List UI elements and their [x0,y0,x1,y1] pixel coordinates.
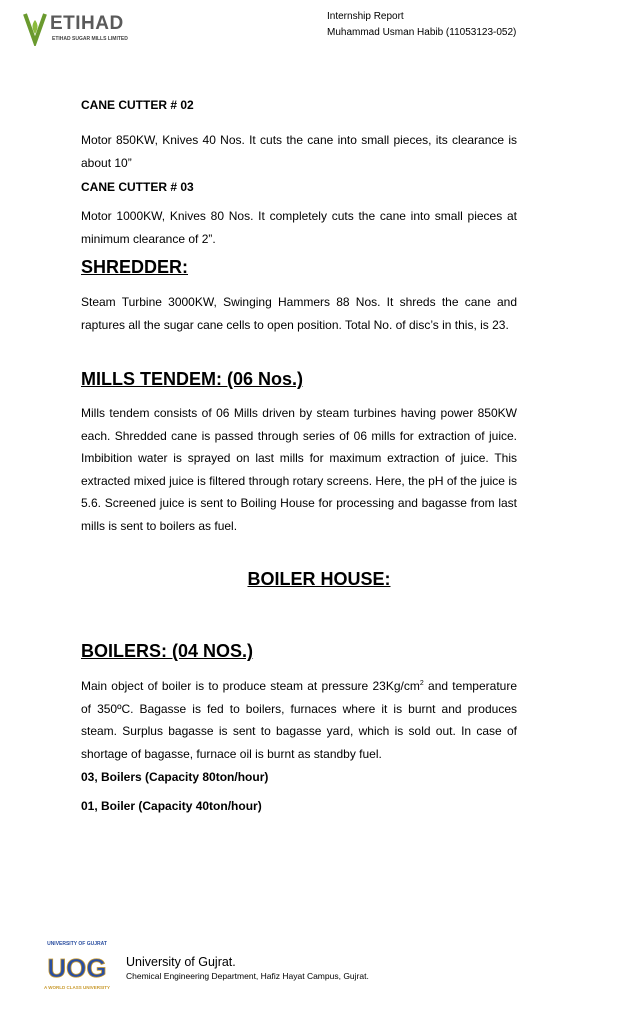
uog-logo-letters: UOG [47,953,107,983]
cane-cutter-02-heading: CANE CUTTER # 02 [81,98,194,112]
shredder-text: Steam Turbine 3000KW, Swinging Hammers 88 Nos. It shreds the cane and raptures all the sugar cane cells to open position. Total No. of disc’s in this, is 23. [81,295,517,332]
boilers-heading: BOILERS: (04 NOS.) [81,641,254,661]
mills-tendem-text: Mills tendem consists of 06 Mills driven by steam turbines having power 850KW each. Shredded cane is passed through series of 06 mills for extraction of juice. Imbibition water is sprayed on last mills for maximum extraction of juice. This extracted mixed juice is filtered through rotary screens. Here, the pH of the juice is 5.6. Screened juice is sent to Boiling House for processing and bagasse from last mills is sent to boilers as fuel. [81,406,517,533]
shredder-heading: SHREDDER: [81,257,189,277]
footer-department: Chemical Engineering Department, Hafiz Hayat Campus, Gujrat. [126,971,369,981]
logo-subtitle: ETIHAD SUGAR MILLS LIMITED [52,36,128,42]
cane-cutter-02-text: Motor 850KW, Knives 40 Nos. It cuts the cane into small pieces, its clearance is about 10” [81,133,517,170]
boilers-capacity-80: 03, Boilers (Capacity 80ton/hour) [81,770,269,784]
report-author: Muhammad Usman Habib (11053123-052) [327,27,517,38]
cane-cutter-03-heading: CANE CUTTER # 03 [81,180,194,194]
logo-wordmark: ETIHAD [50,13,124,34]
boilers-text: Main object of boiler is to produce steam at pressure $23Kg/cm^2$ and temperature of 350ºC. Bagasse is fed to boilers, furnaces where it is burnt and produces steam. Surplus bagasse is sent to bagasse yard, which is sold out. In case of shortage of bagasse, furnace oil is burnt as standby fuel. [81,679,518,761]
report-title: Internship Report [327,11,404,22]
footer-university: University of Gujrat. [126,955,236,969]
etihad-logo [20,12,130,46]
etihad-leaf-icon [20,12,50,46]
uog-logo [42,937,112,993]
mills-tendem-heading: MILLS TENDEM: (06 Nos.) [81,369,304,389]
uog-logo-bottom-text: A WORLD CLASS UNIVERSITY [43,985,111,990]
uog-logo-top-text: UNIVERSITY OF GUJRAT [47,941,107,947]
boiler-capacity-40: 01, Boiler (Capacity 40ton/hour) [81,799,262,813]
boiler-house-heading: BOILER HOUSE: [247,569,391,589]
cane-cutter-03-text: Motor 1000KW, Knives 80 Nos. It completely cuts the cane into small pieces at minimum clearance of 2”. [81,209,517,246]
